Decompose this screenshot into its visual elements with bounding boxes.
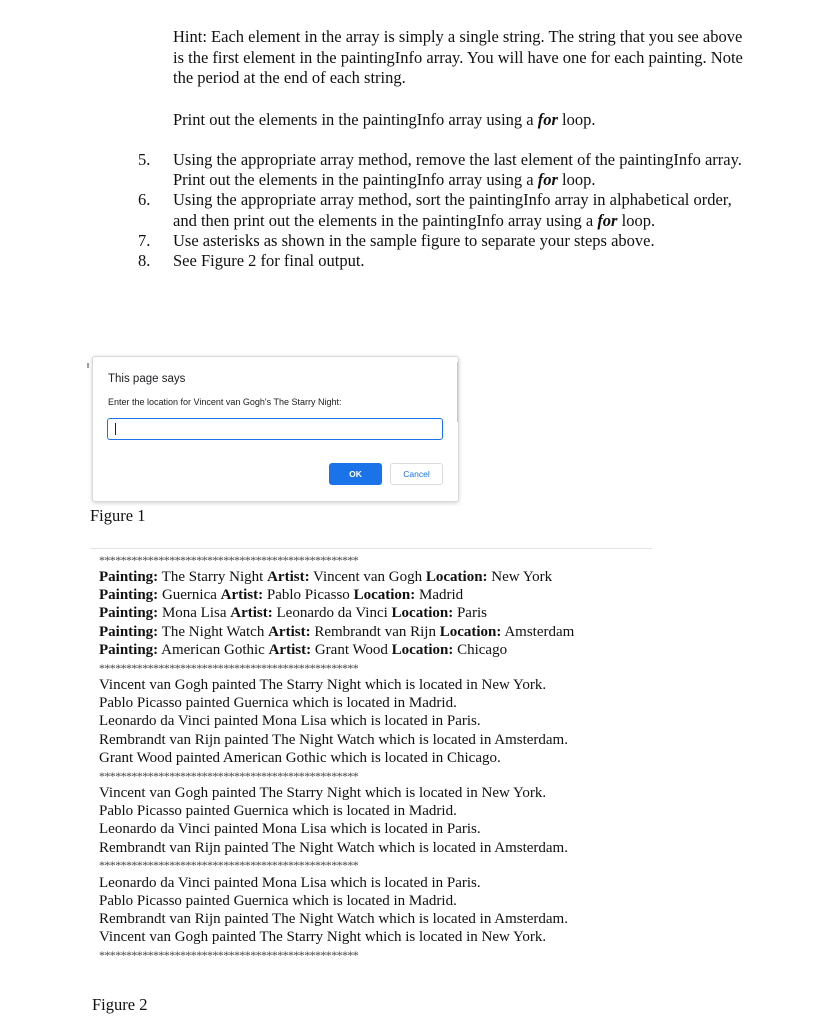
for-keyword: for	[537, 170, 558, 190]
location-name: Paris	[456, 605, 487, 622]
artist-label: Artist:	[230, 605, 273, 622]
location-label: Location:	[425, 569, 488, 585]
hint-paragraph: Hint: Each element in the array is simply a single string. The string that you see above is the first element in the paintingInfo array. You will have one for each painting. Note the period at the end of each string.	[173, 27, 743, 87]
step-text: See Figure 2 for final output.	[173, 251, 365, 271]
step-text-end: loop.	[557, 170, 596, 190]
sentence-line: Pablo Picasso painted Guernica which is located in Madrid.	[99, 695, 457, 712]
location-name: New York	[491, 569, 553, 585]
for-keyword: for	[597, 210, 618, 230]
location-name: Amsterdam	[504, 623, 575, 640]
location-label: Location:	[391, 641, 454, 658]
artist-label: Artist:	[268, 623, 311, 640]
location-label: Location:	[353, 587, 416, 604]
step-item	[138, 190, 748, 230]
painting-label: Painting:	[99, 569, 159, 585]
artist-name: Leonardo da Vinci	[276, 605, 388, 622]
step-text: Using the appropriate array method, remove the last element of the paintingInfo array. Print out the elements in the paintingInfo array using a	[173, 150, 742, 190]
sentence-line: Rembrandt van Rijn painted The Night Watch which is located in Amsterdam.	[99, 911, 568, 928]
artist-name: Pablo Picasso	[266, 587, 350, 604]
step-number: 8.	[138, 251, 151, 271]
window-edge-mark	[87, 363, 89, 368]
painting-name: Guernica	[161, 587, 217, 604]
prompt-dialog	[92, 356, 459, 502]
step-item	[138, 251, 748, 271]
for-keyword: for	[537, 110, 558, 129]
separator: ************************************************	[99, 552, 359, 567]
window-edge-line	[457, 362, 458, 422]
dialog-title: This page says	[108, 373, 186, 385]
step-item	[138, 231, 748, 251]
painting-name: American Gothic	[161, 641, 265, 658]
print-instruction-text: Print out the elements in the paintingInfo array using a	[173, 110, 538, 129]
table-row	[99, 568, 659, 586]
step-number: 5.	[138, 150, 151, 169]
dialog-message: Enter the location for Vincent van Gogh's The Starry Night:	[108, 397, 342, 407]
text-caret	[115, 423, 116, 435]
sentence-line: Rembrandt van Rijn painted The Night Watch which is located in Amsterdam.	[99, 839, 568, 856]
painting-name: The Starry Night	[161, 569, 264, 585]
sentence-line: Grant Wood painted American Gothic which is located in Chicago.	[99, 749, 501, 766]
sentence-line: Vincent van Gogh painted The Starry Night which is located in New York.	[99, 929, 547, 946]
print-instruction-end: loop.	[557, 110, 596, 129]
painting-label: Painting:	[99, 587, 159, 604]
table-row	[99, 604, 659, 622]
painting-label: Painting:	[99, 605, 159, 622]
painting-name: Mona Lisa	[161, 605, 227, 622]
separator: ************************************************	[99, 858, 359, 873]
table-row	[99, 641, 659, 659]
step-item	[138, 150, 748, 190]
sentence-line: Pablo Picasso painted Guernica which is located in Madrid.	[99, 803, 457, 820]
table-row	[99, 623, 659, 641]
location-label: Location:	[391, 605, 454, 622]
output-top-rule	[90, 548, 652, 549]
sentence-line: Leonardo da Vinci painted Mona Lisa which is located in Paris.	[99, 713, 481, 730]
painting-name: The Night Watch	[161, 623, 265, 640]
step-number: 7.	[138, 230, 151, 250]
artist-label: Artist:	[220, 587, 264, 604]
separator: ************************************************	[99, 768, 359, 783]
print-instruction	[173, 110, 743, 131]
artist-name: Rembrandt van Rijn	[314, 623, 436, 640]
location-name: Chicago	[457, 641, 508, 658]
sentence-line: Pablo Picasso painted Guernica which is located in Madrid.	[99, 893, 457, 910]
table-row	[99, 586, 659, 604]
separator: ************************************************	[99, 660, 359, 675]
location-input[interactable]	[107, 418, 443, 440]
sentence-line: Vincent van Gogh painted The Starry Night which is located in New York.	[99, 677, 547, 694]
steps-list	[138, 150, 748, 271]
step-text: Use asterisks as shown in the sample figure to separate your steps above.	[173, 230, 655, 250]
artist-name: Grant Wood	[314, 641, 388, 658]
output-panel	[99, 551, 659, 964]
sentence-line: Rembrandt van Rijn painted The Night Watch which is located in Amsterdam.	[99, 731, 568, 748]
painting-label: Painting:	[99, 641, 159, 658]
artist-label: Artist:	[268, 641, 312, 658]
figure-1-caption: Figure 1	[90, 506, 146, 525]
separator: ************************************************	[99, 948, 359, 963]
sentence-line: Vincent van Gogh painted The Starry Night which is located in New York.	[99, 785, 547, 802]
step-text-end: loop.	[617, 210, 656, 230]
location-label: Location:	[439, 623, 502, 640]
location-name: Madrid	[418, 587, 464, 604]
ok-button[interactable]: OK	[329, 463, 382, 485]
artist-label: Artist:	[267, 569, 310, 585]
sentence-line: Leonardo da Vinci painted Mona Lisa which is located in Paris.	[99, 821, 481, 838]
artist-name: Vincent van Gogh	[313, 569, 423, 585]
step-number: 6.	[138, 190, 151, 210]
cancel-button[interactable]: Cancel	[390, 463, 443, 485]
figure-2-caption: Figure 2	[92, 995, 148, 1014]
sentence-line: Leonardo da Vinci painted Mona Lisa which is located in Paris.	[99, 874, 481, 891]
painting-label: Painting:	[99, 623, 159, 640]
step-text: Using the appropriate array method, sort the paintingInfo array in alphabetical order, and then print out the elements in the paintingInfo array using a	[173, 190, 732, 230]
